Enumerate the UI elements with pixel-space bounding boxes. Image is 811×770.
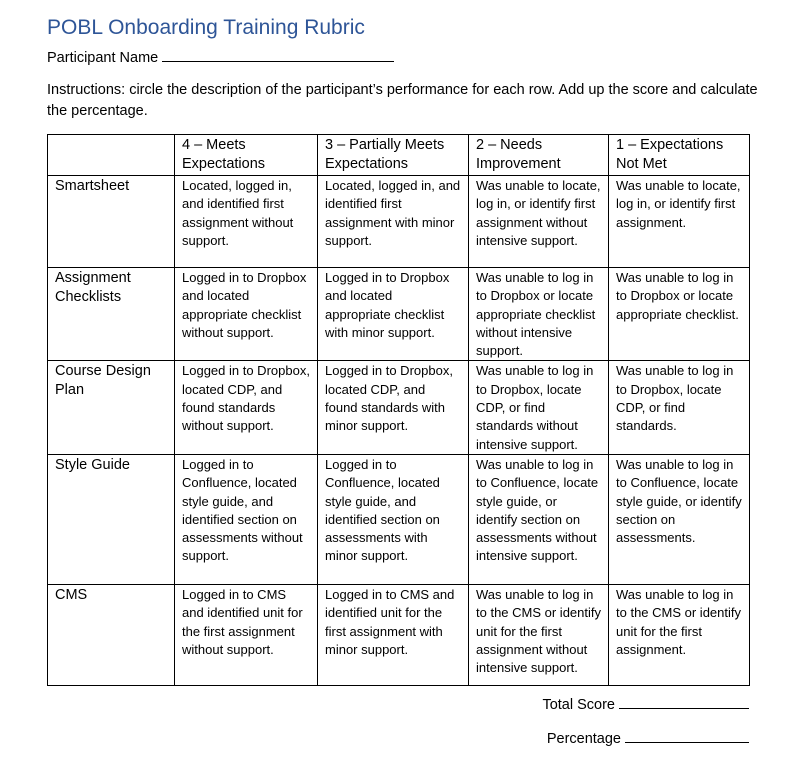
row-label: Style Guide — [48, 454, 175, 584]
rubric-cell: Logged in to Confluence, located style guide, and identified section on assessments without support. — [175, 454, 318, 584]
rubric-cell: Was unable to locate, log in, or identify first assignment without intensive support. — [469, 176, 609, 268]
rubric-cell: Was unable to log in to the CMS or identify unit for the first assignment without intensive support. — [469, 584, 609, 685]
total-score-blank — [619, 694, 749, 709]
header-score-4: 4 – Meets Expectations — [175, 135, 318, 176]
participant-name-blank — [162, 47, 394, 62]
rubric-cell: Was unable to log in to the CMS or identify unit for the first assignment. — [609, 584, 750, 685]
table-row — [48, 361, 750, 454]
rubric-table — [47, 134, 750, 686]
rubric-cell: Was unable to log in to Dropbox or locate appropriate checklist. — [609, 268, 750, 361]
table-row — [48, 268, 750, 361]
header-score-2: 2 – Needs Improvement — [469, 135, 609, 176]
percentage-blank — [625, 728, 749, 743]
total-score-row — [542, 694, 749, 713]
document-title: POBL Onboarding Training Rubric — [47, 16, 365, 39]
rubric-cell: Logged in to Dropbox, located CDP, and found standards without support. — [175, 361, 318, 454]
rubric-cell: Logged in to Dropbox and located appropriate checklist with minor support. — [318, 268, 469, 361]
rubric-cell: Logged in to CMS and identified unit for the first assignment without support. — [175, 584, 318, 685]
table-row — [48, 454, 750, 584]
rubric-cell: Logged in to Dropbox, located CDP, and found standards with minor support. — [318, 361, 469, 454]
row-label: CMS — [48, 584, 175, 685]
header-score-3: 3 – Partially Meets Expectations — [318, 135, 469, 176]
rubric-cell: Was unable to locate, log in, or identify first assignment. — [609, 176, 750, 268]
participant-name-label: Participant Name — [47, 50, 159, 66]
table-row — [48, 584, 750, 685]
rubric-cell: Was unable to log in to Dropbox or locate appropriate checklist without intensive support. — [469, 268, 609, 361]
participant-name-row — [47, 47, 394, 66]
total-score-label: Total Score — [542, 697, 615, 713]
header-criteria — [48, 135, 175, 176]
rubric-cell: Located, logged in, and identified first assignment with minor support. — [318, 176, 469, 268]
rubric-cell: Logged in to CMS and identified unit for the first assignment with minor support. — [318, 584, 469, 685]
rubric-cell: Logged in to Dropbox and located appropriate checklist without support. — [175, 268, 318, 361]
instructions-text: Instructions: circle the description of the participant’s performance for each row. Add up the score and calculate the percentage. — [47, 82, 758, 119]
rubric-cell: Was unable to log in to Confluence, locate style guide, or identify section on assessments. — [609, 454, 750, 584]
table-row — [48, 176, 750, 268]
row-label: Smartsheet — [48, 176, 175, 268]
rubric-cell: Logged in to Confluence, located style guide, and identified section on assessments with minor support. — [318, 454, 469, 584]
header-row — [48, 135, 750, 176]
percentage-row — [547, 728, 749, 747]
row-label: Course Design Plan — [48, 361, 175, 454]
rubric-cell: Was unable to log in to Dropbox, locate CDP, or find standards without intensive support. — [469, 361, 609, 454]
rubric-cell: Was unable to log in to Confluence, locate style guide, or identify section on assessments without intensive support. — [469, 454, 609, 584]
rubric-cell: Was unable to log in to Dropbox, locate CDP, or find standards. — [609, 361, 750, 454]
percentage-label: Percentage — [546, 731, 621, 747]
rubric-cell: Located, logged in, and identified first assignment without support. — [175, 176, 318, 268]
header-score-1: 1 – Expectations Not Met — [609, 135, 750, 176]
row-label: Assignment Checklists — [48, 268, 175, 361]
